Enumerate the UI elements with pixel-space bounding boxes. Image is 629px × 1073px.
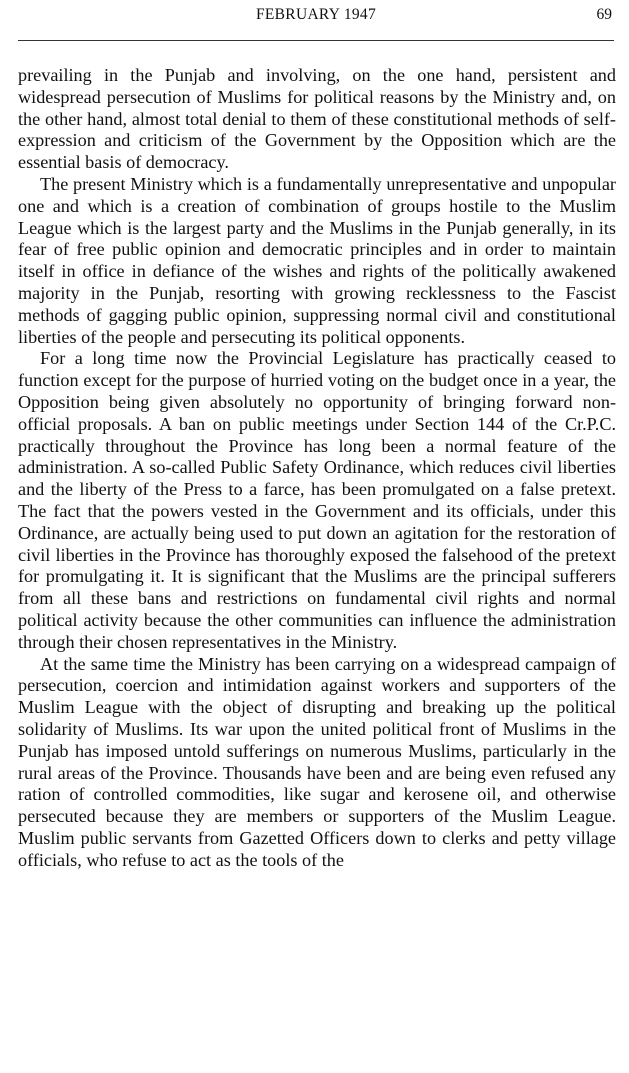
header-rule xyxy=(18,40,614,41)
paragraph-continued: prevailing in the Punjab and involving, on the one hand, persistent and widespread persecution of Muslims for political reasons by the Ministry and, on the other hand, almost total denial to them of these constitutional methods of self-expression and criticism of the Government by the Opposition which are the essential basis of democracy. xyxy=(18,65,616,173)
paragraph-ministry: The present Ministry which is a fundamentally unrepresentative and unpopular one and which is a creation of combination of groups hostile to the Muslim League which is the largest party and the Muslims in the Punjab generally, in its fear of free public opinion and democratic principles and in order to maintain itself in office in defiance of the wishes and rights of the politically awakened majority in the Punjab, resorting with growing recklessness to the Fascist methods of gagging public opinion, suppressing normal civil and constitutional liberties of the people and persecuting its political opponents. xyxy=(18,173,616,347)
running-head: FEBRUARY 1947 xyxy=(255,6,377,23)
body-text xyxy=(18,65,616,871)
paragraph-legislature: For a long time now the Provincial Legislature has practically ceased to function except for the purpose of hurried voting on the budget once in a year, the Opposition being given absolutely no opportunity of bringing forward non-official proposals. A ban on public meetings under Section 144 of the Cr.P.C. practically throughout the Province has long been a normal feature of the administration. A so-called Public Safety Ordinance, which reduces civil liberties and the liberty of the Press to a farce, has been promulgated on a false pretext. The fact that the powers vested in the Government and its officials, under this Ordinance, are actually being used to put down an agitation for the restoration of civil liberties in the Province has thoroughly exposed the falsehood of the pretext for promulgating it. It is significant that the Muslims are the principal sufferers from all these bans and restrictions on fundamental civil rights and normal political activity because the other communities can influence the administration through their chosen representatives in the Ministry. xyxy=(18,348,616,652)
page-header xyxy=(18,6,614,28)
paragraph-persecution: At the same time the Ministry has been carrying on a widespread campaign of persecution, coercion and intimidation against workers and supporters of the Muslim League with the object of disrupting and breaking up the political solidarity of Muslims. Its war upon the united political front of Muslims in the Punjab has imposed untold sufferings on numerous Muslims, particularly in the rural areas of the Province. Thousands have been and are being even refused any ration of controlled commodities, like sugar and kerosene oil, and otherwise persecuted because they are members or supporters of the Muslim League. Muslim public servants from Gazetted Officers down to clerks and petty village officials, who refuse to act as the tools of the xyxy=(18,653,616,870)
page-number: 69 xyxy=(596,6,612,23)
